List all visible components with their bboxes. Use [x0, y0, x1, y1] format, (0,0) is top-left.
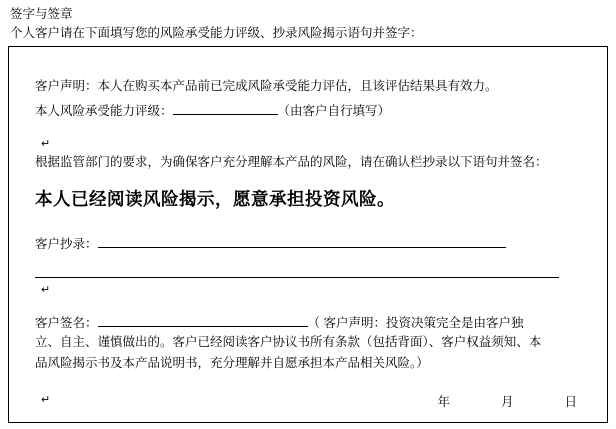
signature-blank[interactable]	[98, 312, 308, 327]
risk-rating-note: （由客户自行填写）	[277, 104, 391, 118]
signature-note-3: 品风险揭示书及本产品说明书，充分理解并自愿承担本产品相关风险。）	[35, 356, 429, 370]
date-month-label: 月	[501, 395, 514, 409]
signature-label: 客户签名：	[35, 316, 98, 330]
date-day-label: 日	[564, 395, 577, 409]
page-title: 签字与签章	[10, 7, 73, 21]
signature-row	[35, 312, 591, 332]
risk-rating-blank[interactable]	[173, 101, 278, 115]
customer-statement-1: 客户声明：本人在购买本产品前已完成风险承受能力评估，且该评估结果具有效力。	[35, 79, 498, 93]
regulatory-statement: 根据监管部门的要求，为确保客户充分理解本产品的风险，请在确认栏抄录以下语句并签名：	[35, 155, 548, 169]
pilcrow-mark-3: ↵	[41, 394, 51, 406]
signature-note-2: 立、自主、谨慎做出的。客户已经阅读客户协议书所有条款（包括背面）、客户权益须知、本	[35, 335, 542, 349]
page-subtitle: 个人客户请在下面填写您的风险承受能力评级、抄录风险揭示语句并签字：	[10, 26, 423, 40]
copy-blank-line-1[interactable]	[98, 233, 506, 248]
date-year-label: 年	[437, 395, 451, 409]
copy-row	[35, 233, 591, 253]
signature-box	[8, 46, 608, 423]
risk-rating-label: 本人风险承受能力评级：	[35, 104, 173, 118]
signature-note-1: （ 客户声明：投资决策完全是由客户独	[307, 316, 524, 330]
copy-label: 客户抄录：	[35, 237, 98, 251]
pledge-text: 本人已经阅读风险揭示，愿意承担投资风险。	[35, 189, 395, 209]
risk-rating-row	[35, 101, 591, 120]
copy-blank-line-2[interactable]	[35, 276, 559, 278]
spacer-1	[35, 120, 591, 134]
pilcrow-mark-1: ↵	[41, 138, 51, 150]
pilcrow-mark-2: ↵	[41, 284, 51, 296]
date-row	[9, 392, 607, 410]
